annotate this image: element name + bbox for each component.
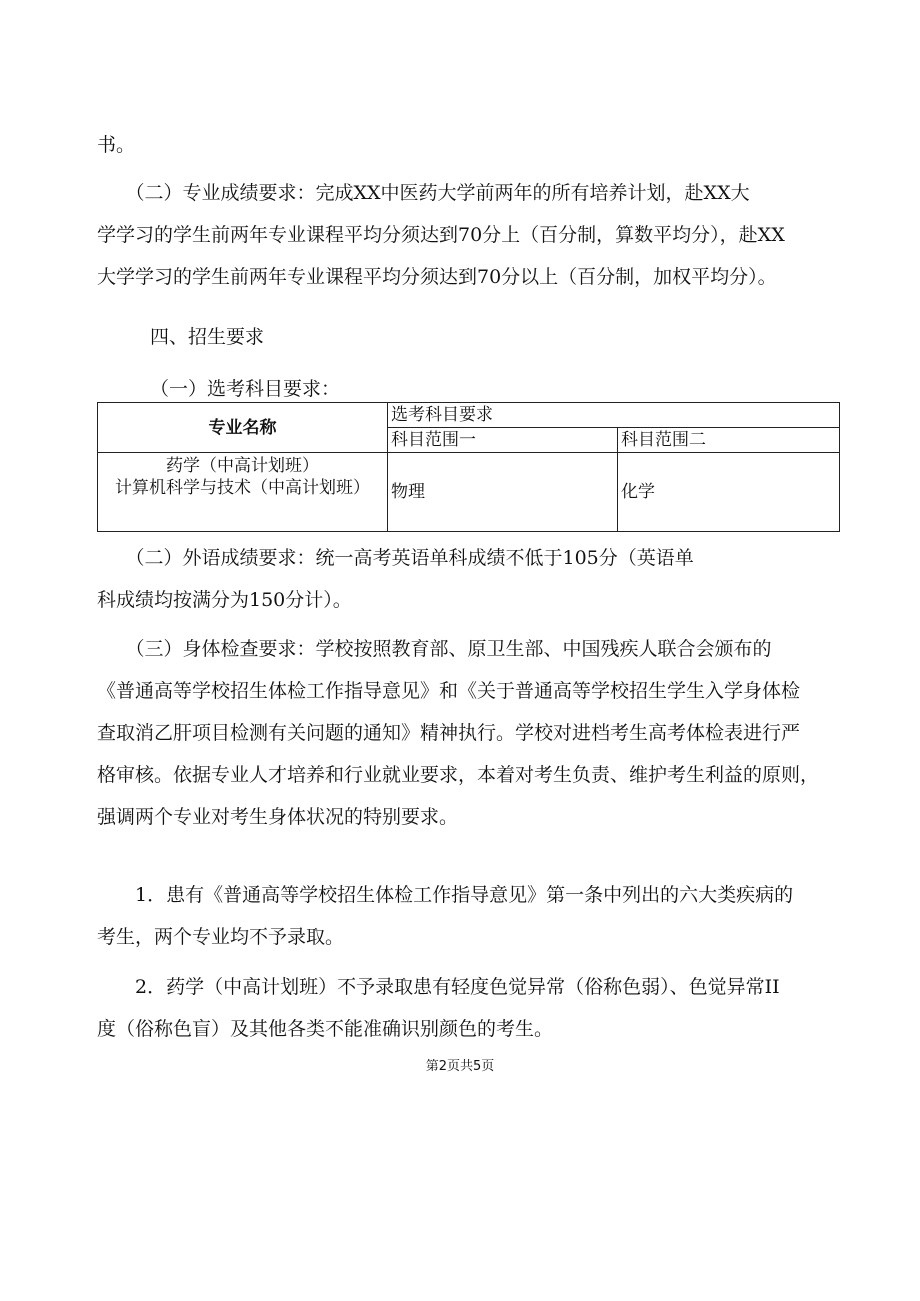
subject-requirement-table xyxy=(97,402,840,532)
paragraph-physical-requirement: （三）身体检查要求：学校按照教育部、原卫生部、中国残疾人联合会颁布的 《普通高等学校招生体检工作指导意见》和《关于普通高等学校招生学生入学身体检 查取消乙肝项目检测有关问题的通知》精神执行。学校对进档考生高考体检表进行严 格审核。依据专业人才培养和行业就业要求，本着对考生负责、维护考生利益的原则， 强调两个专业对考生身体状况的特别要求。 xyxy=(97,638,820,828)
list-item-one: 1．患有《普通高等学校招生体检工作指导意见》第一条中列出的六大类疾病的 考生，两个专业均不予录取。 xyxy=(97,884,794,948)
page-footer: 第2页共5页 xyxy=(425,1059,495,1074)
range-two-value: 化学 xyxy=(618,453,840,532)
paragraph-book-tail: 书。 xyxy=(97,134,136,156)
paragraph-score-requirement: （二）专业成绩要求：完成XX中医药大学前两年的所有培养计划，赴XX大 学学习的学生前两年专业课程平均分须达到70分上（百分制，算数平均分），赴XX 大学学习的学生前两年专业课程平均分须达到70分以上（百分制，加权平均分）。 xyxy=(97,182,785,288)
major-computer-science: 计算机科学与技术（中高计划班） xyxy=(115,478,370,498)
list-item-two: 2．药学（中高计划班）不予录取患有轻度色觉异常（俗称色弱）、色觉异常II 度（俗称色盲）及其他各类不能准确识别颜色的考生。 xyxy=(97,976,780,1040)
majors-cell xyxy=(98,453,388,532)
header-range-two: 科目范围二 xyxy=(618,428,840,453)
subject-requirement-title: （一）选考科目要求： xyxy=(150,378,341,400)
header-major-name: 专业名称 xyxy=(98,403,388,453)
major-pharmacy: 药学（中高计划班） xyxy=(166,456,319,476)
paragraph-language-requirement: （二）外语成绩要求：统一高考英语单科成绩不低于105分（英语单 科成绩均按满分为150分计）。 xyxy=(97,547,694,611)
header-range-one: 科目范围一 xyxy=(388,428,618,453)
range-one-value: 物理 xyxy=(388,453,618,532)
section-title-enrollment: 四、招生要求 xyxy=(150,326,265,348)
table-row xyxy=(98,453,840,532)
header-subject-requirement: 选考科目要求 xyxy=(388,403,840,428)
table-row xyxy=(98,403,840,428)
